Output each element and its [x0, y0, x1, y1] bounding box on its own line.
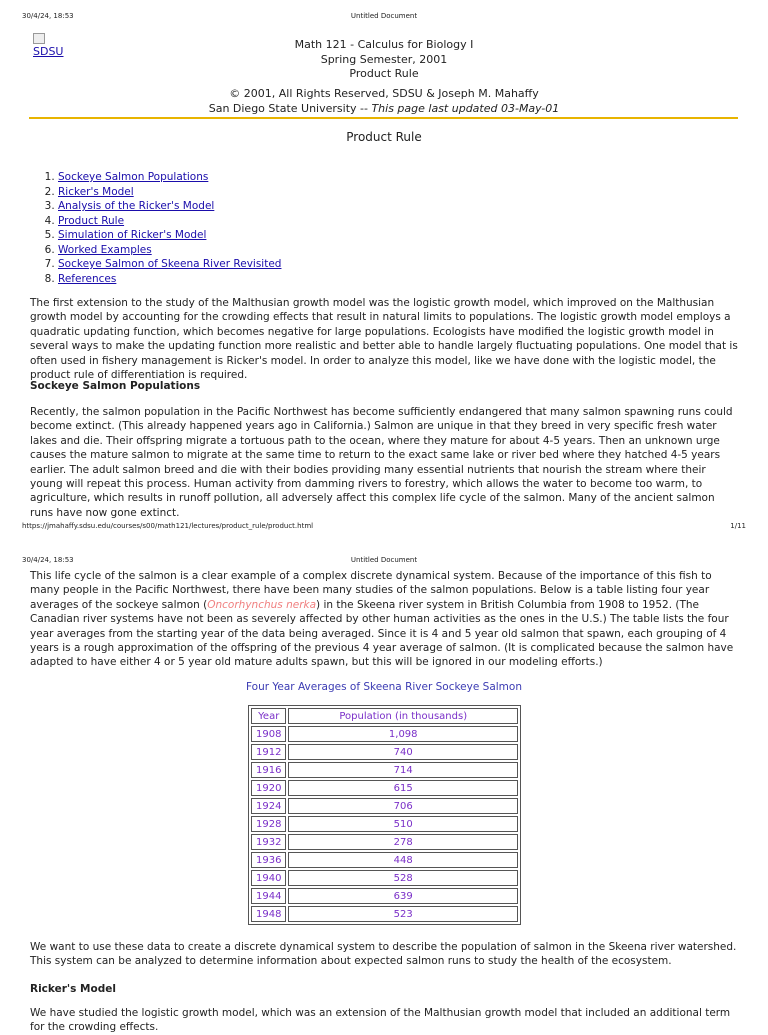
footer-page-number: 1/11: [730, 522, 746, 530]
table-of-contents: [29, 170, 281, 286]
table-row: [251, 726, 518, 742]
university-name: San Diego State University --: [208, 101, 372, 115]
life-cycle-text-a: This life cycle of the salmon is a clear example of a complex discrete dynamical system. Because of the importance of this fish to many people in the Pacific Northwest, there have been many studies of the salmon populations. Below is a table listing four year averages of the sockeye salmon (: [30, 570, 712, 611]
toc-link-skeena-revisited[interactable]: Sockeye Salmon of Skeena River Revisited: [58, 258, 282, 270]
year-cell: 1932: [251, 834, 286, 850]
population-cell: 523: [288, 906, 518, 922]
salmon-table: [248, 705, 521, 925]
copyright-block: [0, 87, 768, 116]
toc-link-analysis[interactable]: Analysis of the Ricker's Model: [58, 200, 215, 212]
year-cell: 1940: [251, 870, 286, 886]
toc-link-references[interactable]: References: [58, 272, 117, 285]
data-usage-paragraph: We want to use these data to create a discrete dynamical system to describe the population of salmon in the Skeena river watershed. This system can be analyzed to determine information about expected salmon runs to study the health of the ecosystem.: [30, 941, 737, 968]
year-cell: 1916: [251, 762, 286, 778]
print-header-page2: [0, 556, 768, 566]
table-row: [251, 888, 518, 904]
print-footer: [0, 522, 768, 532]
year-cell: 1944: [251, 888, 286, 904]
table-row: [251, 780, 518, 796]
life-cycle-text-b: ) in the Skeena river system in British Columbia from 1908 to 1952. (The Canadian river systems have not been as severely affected by other human activities as the ones in the U.S.) The table lists the four year averages from the starting year of the data being averaged. Since it is 4 and 5 year old salmon that spawn, each grouping of 4 years is a rough approximation of the offspring of the previous 4 year average of salmon. (It is complicated because the salmon have adapted to have either 4 or 5 year old mature adults spawn, but this will be ignored in our modeling efforts.): [30, 598, 734, 669]
table-row: [251, 852, 518, 868]
table-row: [251, 834, 518, 850]
toc-item: [58, 199, 281, 214]
year-cell: 1924: [251, 798, 286, 814]
print-datetime: 30/4/24, 18:53: [22, 556, 74, 564]
population-cell: 706: [288, 798, 518, 814]
sdsu-logo-link[interactable]: SDSU: [33, 45, 64, 58]
course-name: Math 121 - Calculus for Biology I: [294, 38, 474, 51]
footer-url: https://jmahaffy.sdsu.edu/courses/s00/math121/lectures/product_rule/product.html: [22, 522, 314, 530]
year-cell: 1936: [251, 852, 286, 868]
population-cell: 615: [288, 780, 518, 796]
column-header-year: Year: [251, 708, 286, 724]
toc-item: [58, 257, 281, 272]
population-cell: 1,098: [288, 726, 518, 742]
population-cell: 448: [288, 852, 518, 868]
toc-item: [58, 170, 281, 185]
print-datetime: 30/4/24, 18:53: [22, 12, 74, 20]
table-caption: Four Year Averages of Skeena River Sockeye Salmon: [246, 681, 522, 693]
rickers-paragraph: We have studied the logistic growth model, which was an extension of the Malthusian growth model that included an additional term for the crowding effects.: [30, 1007, 731, 1034]
section-heading-sockeye: Sockeye Salmon Populations: [30, 380, 201, 392]
column-header-population: Population (in thousands): [288, 708, 518, 724]
population-cell: 278: [288, 834, 518, 850]
toc-link-worked-examples[interactable]: Worked Examples: [58, 243, 152, 256]
year-cell: 1920: [251, 780, 286, 796]
population-cell: 528: [288, 870, 518, 886]
table-row: [251, 744, 518, 760]
section-heading-rickers-model: Ricker's Model: [30, 983, 116, 995]
population-cell: 639: [288, 888, 518, 904]
print-header: [0, 12, 768, 22]
university-line: [0, 102, 768, 117]
species-name: Oncorhynchus nerka: [207, 598, 317, 611]
life-cycle-paragraph: [30, 569, 738, 670]
sockeye-paragraph: Recently, the salmon population in the Pacific Northwest has become sufficiently endangered that many salmon spawning runs could become extinct. (This already happened years ago in California.) Salmon are unique in that they breed in very specific fresh water lakes and die. Their offspring migrate a tortuous path to the ocean, where they mature for about 4-5 years. Then an unknown urge causes the mature salmon to migrate at the same time to return to the exact same lake or river bed where they hatched 4-5 years earlier. The adult salmon breed and die with their bodies providing many essential nutrients that nourish the stream where their young will repeat this process. Human activity from damming rivers to forestry, which allows the water to become too warm, to agriculture, which results in runoff pollution, all adversely affect this complex life cycle of the salmon. Many of the ancient salmon runs have now gone extinct.: [30, 406, 733, 519]
toc-item: [58, 272, 281, 287]
table-row: [251, 870, 518, 886]
toc-item: [58, 214, 281, 229]
table-row: [251, 762, 518, 778]
population-cell: 510: [288, 816, 518, 832]
toc-item: [58, 185, 281, 200]
print-doc-title: Untitled Document: [350, 556, 418, 564]
toc-link-sockeye[interactable]: Sockeye Salmon Populations: [58, 171, 209, 183]
year-cell: 1948: [251, 906, 286, 922]
population-cell: 714: [288, 762, 518, 778]
table-row: [251, 816, 518, 832]
intro-paragraph: The first extension to the study of the Malthusian growth model was the logistic growth model, which improved on the Malthusian growth model by accounting for the crowding effects that result in natural limits to populations. The logistic growth model employs a quadratic updating function, which becomes negative for large populations. Ecologists have modified the logistic growth model in several ways to make the updating function more realistic and better able to handle largely fluctuating populations. One model that is often used in fishery management is Ricker's model. In order to analyze this model, like we have done with the logistic model, the product rule of differentiation is required.: [30, 297, 738, 382]
year-cell: 1928: [251, 816, 286, 832]
copyright-line: © 2001, All Rights Reserved, SDSU & Joseph M. Mahaffy: [229, 87, 539, 100]
print-doc-title: Untitled Document: [350, 12, 418, 20]
year-cell: 1912: [251, 744, 286, 760]
header-divider: [29, 117, 738, 119]
page-title: Product Rule: [346, 130, 422, 144]
population-cell: 740: [288, 744, 518, 760]
toc-item: [58, 243, 281, 258]
table-row: [251, 798, 518, 814]
toc-item: [58, 228, 281, 243]
last-updated: This page last updated 03-May-01: [371, 101, 560, 115]
toc-link-rickers-model[interactable]: Ricker's Model: [58, 185, 134, 198]
course-topic: Product Rule: [349, 67, 419, 80]
toc-link-product-rule[interactable]: Product Rule: [58, 214, 125, 227]
toc-link-simulation[interactable]: Simulation of Ricker's Model: [58, 229, 207, 241]
course-header: [0, 38, 768, 82]
table-header-row: [251, 708, 518, 724]
year-cell: 1908: [251, 726, 286, 742]
table-row: [251, 906, 518, 922]
course-semester: Spring Semester, 2001: [320, 52, 448, 66]
